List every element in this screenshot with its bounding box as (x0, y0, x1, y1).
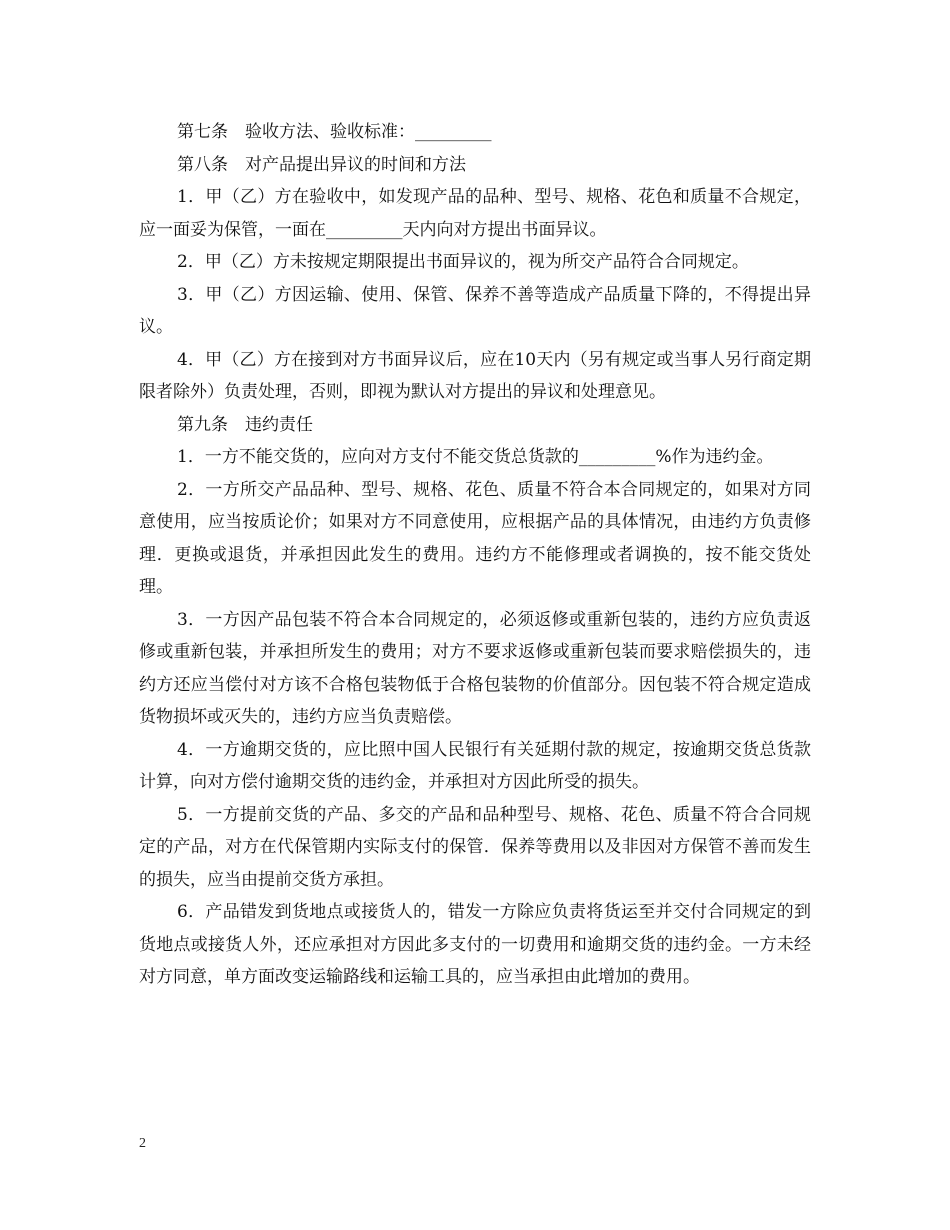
article-8-clause-3 (139, 279, 811, 344)
paragraph-text: 4．一方逾期交货的，应比照中国人民银行有关延期付款的规定，按逾期交货总货款计算，向对方偿付逾期交货的违约金，并承担对方因此所受的损失。 (139, 739, 811, 792)
paragraph-text-after: %作为违约金。 (655, 447, 774, 467)
paragraph-text: 第八条 对产品提出异议的时间和方法 (177, 154, 466, 175)
paragraph-text: 1．一方不能交货的，应向对方支付不能交货总货款的 (177, 447, 579, 467)
article-9-heading (139, 409, 811, 442)
paragraph-text: 2．甲（乙）方未按规定期限提出书面异议的，视为所交产品符合合同规定。 (177, 252, 749, 272)
article-7-paragraph (139, 116, 811, 149)
article-9-clause-4 (139, 734, 811, 799)
fill-in-blank: _________ (326, 219, 403, 240)
fill-in-blank: _________ (415, 122, 492, 142)
paragraph-text: 1．甲（乙）方在验收中，如发现产品的品种、型号、规格、花色和质量不合规定，应一面妥为保管，一面在 (139, 187, 811, 240)
article-9-clause-5 (139, 799, 811, 897)
page-number: 2 (139, 1136, 146, 1151)
article-8-clause-2 (139, 246, 811, 279)
paragraph-text: 2．一方所交产品品种、型号、规格、花色、质量不符合本合同规定的，如果对方同意使用，应当按质论价；如果对方不同意使用，应根据产品的具体情况，由违约方负责修理．更换或退货，并承担因此发生的费用。违约方不能修理或者调换的，按不能交货处理。 (139, 479, 811, 597)
paragraph-text-after: 天内向对方提出书面异议。 (402, 219, 607, 240)
document-body (139, 116, 811, 994)
article-9-clause-3 (139, 604, 811, 734)
article-8-clause-1 (139, 181, 811, 246)
paragraph-text: 5．一方提前交货的产品、多交的产品和品种型号、规格、花色、质量不符合合同规定的产品，对方在代保管期内实际支付的保管．保养等费用以及非因对方保管不善而发生的损失，应当由提前交货方承担。 (139, 804, 811, 890)
article-9-clause-2 (139, 474, 811, 604)
paragraph-text: 3．甲（乙）方因运输、使用、保管、保养不善等造成产品质量下降的，不得提出异议。 (139, 284, 811, 337)
article-9-clause-1 (139, 441, 811, 474)
paragraph-text: 第九条 违约责任 (177, 414, 313, 435)
article-9-clause-6 (139, 896, 811, 994)
paragraph-text: 6．产品错发到货地点或接货人的，错发一方除应负责将货运至并交付合同规定的到货地点或接货人外，还应承担对方因此多支付的一切费用和逾期交货的违约金。一方未经对方同意，单方面改变运输路线和运输工具的，应当承担由此增加的费用。 (139, 902, 811, 987)
article-8-clause-4 (139, 344, 811, 409)
paragraph-text: 第七条 验收方法、验收标准： (177, 122, 415, 142)
paragraph-text: 4．甲（乙）方在接到对方书面异议后，应在10天内（另有规定或当事人另行商定期限者除外）负责处理，否则，即视为默认对方提出的异议和处理意见。 (139, 349, 811, 402)
paragraph-text: 3．一方因产品包装不符合本合同规定的，必须返修或重新包装的，违约方应负责返修或重新包装，并承担所发生的费用；对方不要求返修或重新包装而要求赔偿损失的，违约方还应当偿付对方该不合格包装物低于合格包装物的价值部分。因包装不符合规定造成货物损坏或灭失的，违约方应当负责赔偿。 (139, 609, 811, 727)
fill-in-blank: _________ (578, 447, 656, 467)
article-8-heading (139, 149, 811, 182)
